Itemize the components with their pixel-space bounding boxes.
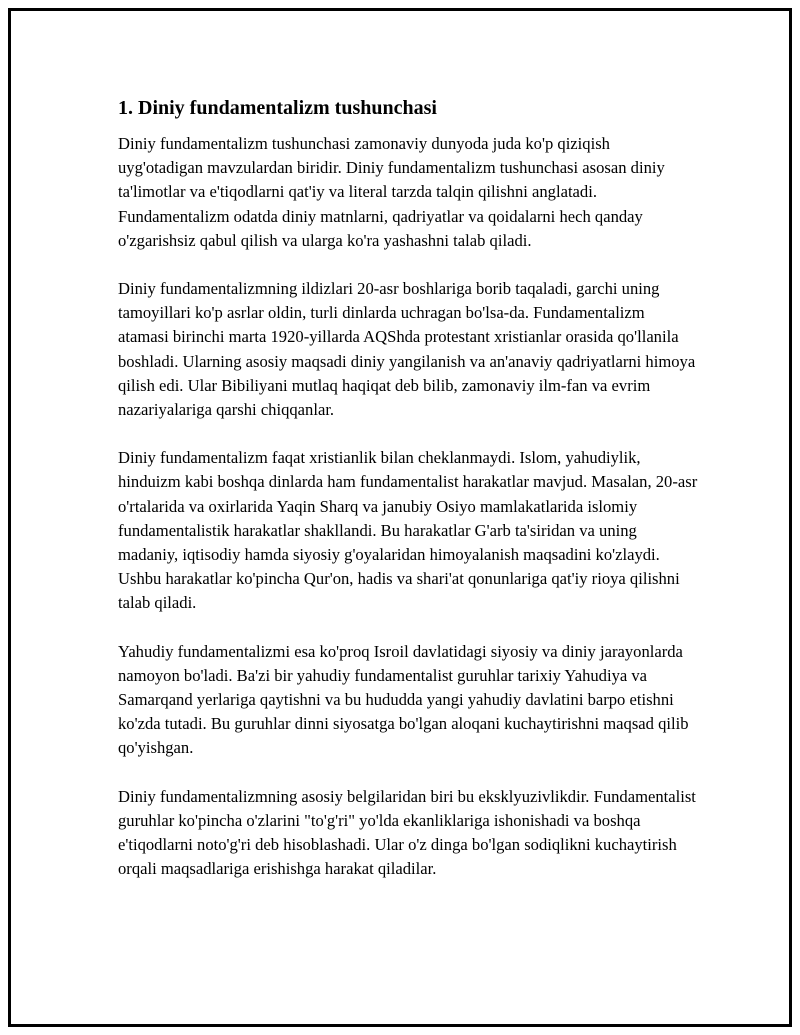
document-content [118, 95, 698, 905]
paragraph-4: Yahudiy fundamentalizmi esa ko'proq Isroil davlatidagi siyosiy va diniy jarayonlarda namoyon bo'ladi. Ba'zi bir yahudiy fundamentalist guruhlar tarixiy Yahudiya va Samarqand yerlariga qaytishni va bu hududda yangi yahudiy davlatini barpo etishni ko'zda tutadi. Bu guruhlar dinni siyosatga bo'lgan aloqani kuchaytirishni maqsad qilib qo'yishgan. [118, 641, 689, 758]
paragraph-1: Diniy fundamentalizm tushunchasi zamonaviy dunyoda juda ko'p qiziqish uyg'otadigan mavzulardan biridir. Diniy fundamentalizm tushunchasi asosan diniy ta'limotlar va e'tiqodlarni qat'iy va literal tarzda talqin qilishni anglatadi. Fundamentalizm odatda diniy matnlarni, qadriyatlar va qoidalarni hech qanday o'zgarishsiz qabul qilish va ularga ko'ra yashashni talab qiladi. [118, 134, 665, 250]
section-heading: 1. Diniy fundamentalizm tushunchasi [118, 97, 437, 119]
document-page [8, 8, 792, 1027]
paragraph-5: Diniy fundamentalizmning asosiy belgilaridan biri bu eksklyuzivlikdir. Fundamentalist guruhlar ko'pincha o'zlarini "to'g'ri" yo'lda ekanliklariga ishonishadi va boshqa e'tiqodlarni noto'g'ri deb hisoblashadi. Ular o'z dinga bo'lgan sodiqlikni kuchaytirish orqali maqsadlariga erishishga harakat qiladilar. [118, 786, 696, 879]
paragraph-2: Diniy fundamentalizmning ildizlari 20-asr boshlariga borib taqaladi, garchi uning tamoyillari ko'p asrlar oldin, turli dinlarda uchragan bo'lsa-da. Fundamentalizm atamasi birinchi marta 1920-yillarda AQShda protestant xristianlar orasida qo'llanila boshladi. Ularning asosiy maqsadi diniy yangilanish va an'anaviy qadriyatlarni himoya qilish edi. Ular Bibiliyani mutlaq haqiqat deb bilib, zamonaviy ilm-fan va evrim nazariyalariga qarshi chiqqanlar. [118, 279, 696, 420]
paragraph-3: Diniy fundamentalizm faqat xristianlik bilan cheklanmaydi. Islom, yahudiylik, hinduizm kabi boshqa dinlarda ham fundamentalist harakatlar mavjud. Masalan, 20-asr o'rtalarida va oxirlarida Yaqin Sharq va janubiy Osiyo mamlakatlarida islomiy fundamentalistik harakatlar shakllandi. Bu harakatlar G'arb ta'siridan va uning madaniy, iqtisodiy hamda siyosiy g'oyalaridan himoyalanish maqsadini ko'zlaydi. Ushbu harakatlar ko'pincha Qur'on, hadis va shari'at qonunlariga qat'iy rioya qilishni talab qiladi. [118, 448, 698, 613]
